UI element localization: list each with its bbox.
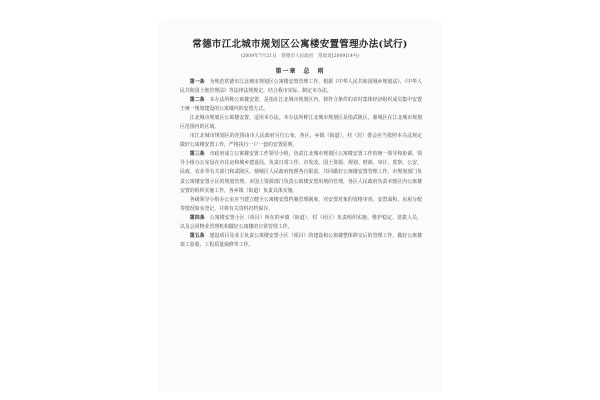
paragraph <box>180 232 422 250</box>
paragraph <box>180 196 422 214</box>
paragraph <box>180 132 422 150</box>
paragraph <box>180 214 422 232</box>
paragraph-text: 建设项目及业主负责公寓楼安置小区（项目）的建设和公寓楼整体移交后的管理工作，做好公寓楼竣工验收、工程质量保修等工作。 <box>180 232 422 248</box>
paragraph-text: 本办法所称公寓楼安置，是指在江北城市规划区内，将符合条件的农村集体经济组织成员集中安置于统一规划建设的公寓楼内的安置方式。 <box>180 97 422 113</box>
article-number: 第二条 <box>189 97 205 104</box>
paragraph-text: 各级领导小组办公室应当建立健全公寓楼安置档案管理制度，对安置对象的资格审查、安置面积、房屋分配等情况如实登记，并将有关资料归档保存。 <box>180 196 422 212</box>
paragraph <box>180 78 422 96</box>
paragraph-text: 公寓楼安置小区（项目）所在的乡镇（街道）、村（社区）负责组织实施、维护稳定、选拔人员，以及会同物业管理机构做好公寓楼的日常管理工作。 <box>180 214 422 230</box>
article-number: 第四条 <box>189 214 205 221</box>
paragraph-text: 为规范常德市江北城市规划区公寓楼安置管理工作，根据《中华人民共和国城乡规划法》、《中华人民共和国土地管理法》等法律法规规定，结合我市实际，制定本办法。 <box>180 79 422 95</box>
article-number: 第三条 <box>189 151 205 158</box>
article-number: 第五条 <box>189 232 205 239</box>
document-title: 常德市江北城市规划区公寓楼安置管理办法(试行) <box>192 39 408 50</box>
document-body <box>180 78 422 250</box>
paragraph-text: 江北城市规划区公寓楼安置，适用本办法。本办法所称江北城市规划区是指武陵区、鼎城区在江北城市规划区范围内的区域。 <box>180 115 422 131</box>
document-meta: (2009年7月21日 常德市人民政府 常政发[2009]14号) <box>240 54 360 59</box>
paragraph <box>180 96 422 114</box>
paragraph-text: 市政府成立公寓楼安置工作领导小组，负责江北城市规划区公寓楼安置工作的统一领导和协调。领导小组办公室设在市住房和城乡建设局，负责日常工作。市发改、国土资源、规划、财政、审计、监察、公安、民政、农业等有关部门和武陵区、鼎城区人民政府按照各自职责，共同做好公寓楼安置管理工作。市规划部门负责公寓楼安置小区的规划管理，市国土资源部门负责公寓楼安置用地的管理，各区人民政府负责本辖区内公寓楼安置的组织实施工作，各乡镇（街道）负责具体实施。 <box>180 151 422 194</box>
chapter-heading: 第一章 总 则 <box>275 68 325 75</box>
paragraph-text: 市江北城市规划区的范围由市人民政府另行公布，各区、乡镇（街道）、村（居）委会应当依照本办法规定做好公寓楼安置工作，严格执行一户一套的安置原则。 <box>180 133 422 149</box>
document-page <box>160 22 440 390</box>
paragraph <box>180 114 422 132</box>
article-number: 第一条 <box>189 79 205 85</box>
paragraph <box>180 150 422 195</box>
